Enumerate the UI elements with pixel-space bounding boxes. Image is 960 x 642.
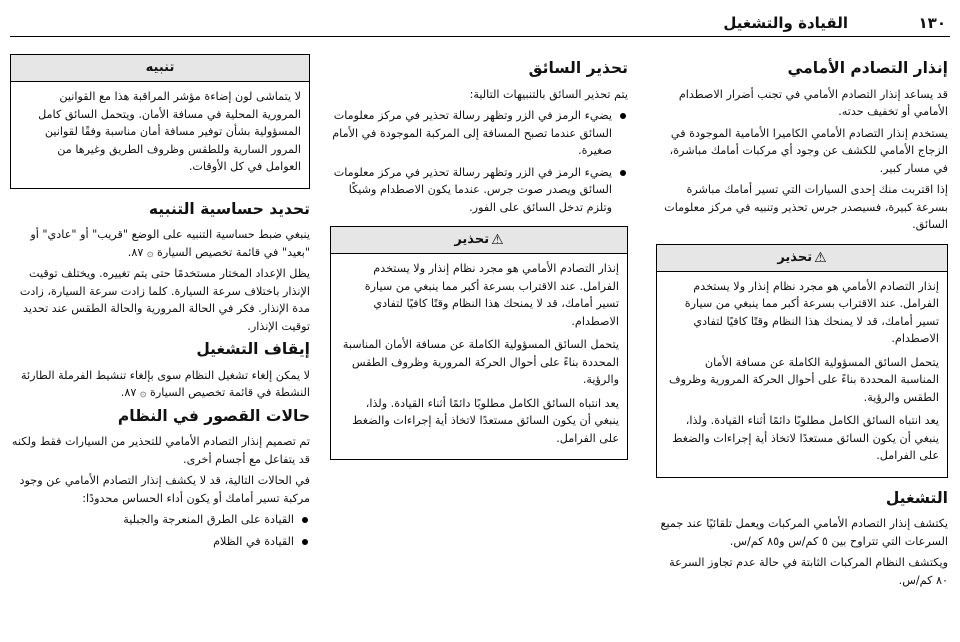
section-title: تحذير السائق [528,59,628,77]
column-settings [10,54,310,554]
warning-text: يعد انتباه السائق الكامل مطلوبًا دائمًا أثناء القيادة. ولذا، ينبغي أن يكون السائق مستعدًا لاتخاذ أية إجراءات والضغط على الفرامل. [672,414,939,462]
list-item-text: يضيء الرمز في الزر وتظهر رسالة تحذير في مركز معلومات السائق ويصدر صوت جرس. عندما يكون الاصطدام وشيكًا وتلزم تدخل السائق على الفور. [333,165,612,214]
paragraph: يتم تحذير السائق بالتنبيهات التالية: [469,87,628,101]
paragraph: في الحالات التالية، قد لا يكشف إنذار التصادم الأمامي عن وجود مركبة تسير أمامك أو يكون أداء الحساس محدودًا: [19,474,310,505]
column-driver-alert [330,54,628,472]
warning-header [657,245,947,272]
warning-text: يتحمل السائق المسؤولية الكاملة عن مسافة الأمان المناسبة المحددة بناءً على أحوال الحركة المرورية وظروف الطقس والرؤية. [668,355,939,404]
section-title-sensitivity: تحديد حساسية التنبيه [148,199,310,218]
warning-text: يتحمل السائق المسؤولية الكاملة عن مسافة الأمان المناسبة المحددة بناءً على أحوال الحركة المرورية وظروف الطقس والرؤية. [342,338,619,386]
warning-header [331,227,627,254]
paragraph: لا يمكن إلغاء تشغيل النظام سوى بإلغاء تنشيط الفرملة الطارئة النشطة في قائمة تخصيص السيارة ۞ ٨٧. [20,368,310,399]
warning-text: إنذار التصادم الأمامي هو مجرد نظام إنذار ولا يستخدم الفرامل. عند الاقتراب بسرعة أكبر مما ينبغي من سيارة تسير أمامك، قد لا يمنحك هذا النظام وقتًا كافيًا لتفادي الاصطدام. [684,279,939,345]
page-header [0,10,960,44]
list-item-text: يضيء الرمز في الزر وتظهر رسالة تحذير في مركز معلومات السائق عندما تصبح المسافة إلى المركبة الموجودة في الأمام صغيرة. [332,109,612,157]
bullet-icon [302,539,308,545]
paragraph: تم تصميم إنذار التصادم الأمامي للتحذير من السيارات فقط ولكنه قد يتفاعل مع أجسام أخرى. [11,435,310,466]
paragraph: يظل الإعداد المختار مستخدمًا حتى يتم تغييره. ويختلف توقيت الإنذار باختلاف سرعة السيارة. كلما زادت سرعة السيارة، زادت مدة الإنذار. فكر في الحالة المرورية والحالة الطقس عند تحديد توقيت الإنذار. [19,267,310,333]
notice-header: تنبيه [11,55,309,82]
paragraph: ويكتشف النظام المركبات الثابتة في حالة عدم تجاوز السرعة ٨٠ كم/س. [669,556,948,587]
limits-list [10,511,310,550]
paragraph: إذا اقتربت منك إحدى السيارات التي تسير أمامك مباشرة بسرعة كبيرة، فسيصدر جرس تحذير وتنبيه في مركز معلومات السائق. [664,183,948,231]
column-forward-collision-alert [656,54,948,593]
warning-box [656,244,948,478]
warning-box [330,226,628,460]
warning-text: إنذار التصادم الأمامي هو مجرد نظام إنذار ولا يستخدم الفرامل. عند الاقتراب بسرعة أكبر مما ينبغي من سيارة تسير أمامك، قد لا يمنحك هذا النظام وقتًا كافيًا لتفادي الاصطدام. [364,262,619,328]
alert-list [330,107,628,216]
warning-title: تحذير [454,232,490,247]
section-title: إنذار التصادم الأمامي [787,59,948,77]
list-item-text: القيادة في الظلام [213,534,294,548]
warning-title: تحذير [777,249,813,265]
list-item [330,107,628,160]
paragraph: يستخدم إنذار التصادم الأمامي الكاميرا الأمامية الموجودة في الزجاج الأمامي للكشف عن وجود أي مركبات أمامك مباشرة، في مسار كبير. [669,126,948,175]
bullet-icon [620,170,626,176]
header-title: القيادة والتشغيل [723,14,848,32]
paragraph: ينبغي ضبط حساسية التنبيه على الوضع "قريب" أو "عادي" أو "بعيد" في قائمة تخصيص السيارة ۞ ٨٧. [30,228,310,259]
list-item-text: القيادة على الطرق المنعرجة والجبلية [123,513,294,526]
warning-triangle-icon: ⚠ [491,232,504,248]
bullet-icon [302,517,308,523]
notice-text: لا يتماشى لون إضاءة مؤشر المراقبة هذا مع القوانين المرورية المحلية في مسافة الأمان. ويتحمل السائق كامل المسؤولية بشأن توفير مسافة أمان مناسبة وفقًا لقوانين المرور السارية وللطقس وظروف الطريق وغيرها من العوامل في كل الأوقات. [38,90,301,173]
header-rule [10,36,950,37]
page-number: ١٣٠ [918,14,946,32]
paragraph: قد يساعد إنذار التصادم الأمامي في تجنب أضرار الاصطدام الأمامي أو تخفيف حدته. [678,87,948,118]
list-item [330,164,628,217]
notice-box [10,54,310,189]
section-title-operation: التشغيل [885,488,948,507]
bullet-icon [620,113,626,119]
list-item [10,533,310,551]
warning-text: يعد انتباه السائق الكامل مطلوبًا دائمًا أثناء القيادة. ولذا، ينبغي أن يكون السائق مستعدًا لاتخاذ أية إجراءات والضغط على الفرامل. [352,396,619,445]
section-title-deactivation: إيقاف التشغيل [196,340,310,358]
warning-triangle-icon: ⚠ [814,249,827,266]
section-title-limits: حالات القصور في النظام [117,406,310,425]
list-item [10,511,310,529]
paragraph: يكتشف إنذار التصادم الأمامي المركبات ويعمل تلقائيًا عند جميع السرعات التي تتراوح بين ٥ كم/س و٨٥ كم/س. [660,517,948,548]
